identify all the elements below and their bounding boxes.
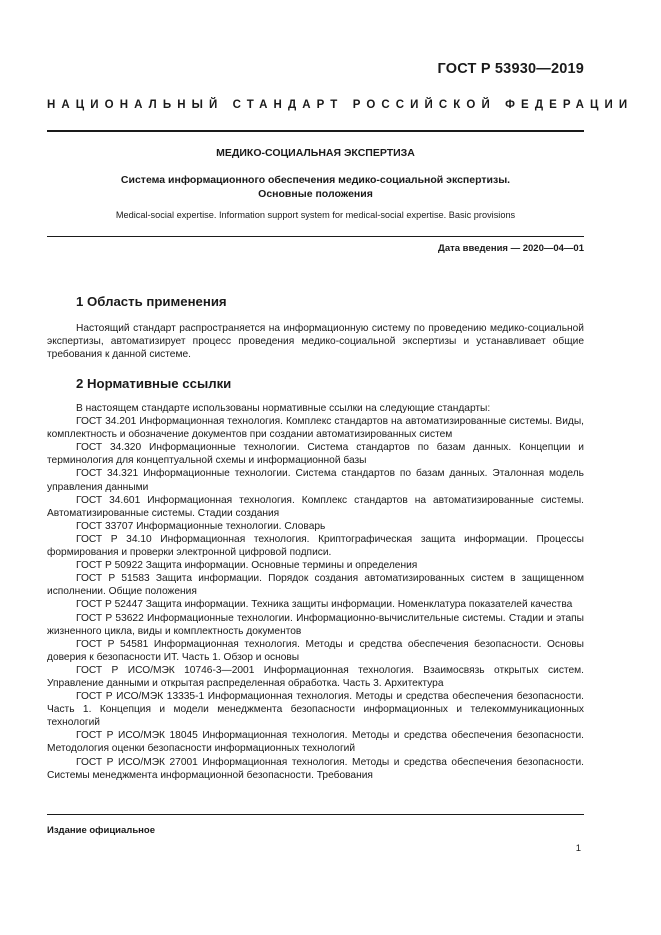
reference-item: ГОСТ 34.321 Информационные технологии. Система стандартов по базам данных. Эталонная модель управления данными [47, 468, 584, 493]
section-2-body [47, 402, 584, 782]
section-2-heading: 2 Нормативные ссылки [76, 376, 232, 391]
footer-rule [47, 814, 584, 815]
reference-item: ГОСТ Р 52447 Защита информации. Техника защиты информации. Номенклатура показателей качества [76, 599, 573, 611]
reference-item: ГОСТ Р ИСО/МЭК 27001 Информационная технология. Методы и средства обеспечения безопасности. Системы менеджмента информационной безопасности. Требования [47, 756, 584, 781]
reference-item: ГОСТ Р 51583 Защита информации. Порядок создания автоматизированных систем в защищенном исполнении. Общие положения [47, 573, 584, 598]
introduction-date: Дата введения — 2020—04—01 [438, 243, 584, 254]
reference-item: ГОСТ Р 53622 Информационные технологии. Информационно-вычислительные системы. Стадии и этапы жизненного цикла, виды и комплектность документов [47, 612, 584, 637]
reference-item: ГОСТ Р ИСО/МЭК 13335-1 Информационная технология. Методы и средства обеспечения безопасности. Часть 1. Концепция и модели менеджмента безопасности информационных и телекоммуникационных технологий [47, 691, 584, 729]
section-1-paragraph: Настоящий стандарт распространяется на информационную систему по проведению медико-социальной экспертизы, автоматизирует процесс проведения медико-социальной экспертизы и устанавливает общие требования к данной системе. [47, 323, 584, 361]
subtitle-line-1: Система информационного обеспечения медико-социальной экспертизы. [120, 174, 511, 186]
reference-item: ГОСТ 34.601 Информационная технология. Комплекс стандартов на автоматизированные системы. Автоматизированные системы. Стадии создания [47, 494, 584, 519]
reference-item: ГОСТ Р ИСО/МЭК 10746-3—2001 Информационная технология. Взаимосвязь открытых систем. Управление данными и открытая распределенная обработка. Часть 3. Архитектура [47, 664, 584, 689]
page-number: 1 [575, 843, 581, 854]
reference-item: ГОСТ Р 34.10 Информационная технология. Криптографическая защита информации. Процессы формирования и проверки электронной цифровой подписи. [47, 533, 584, 559]
section-2-paragraph: В настоящем стандарте использованы нормативные ссылки на следующие стандарты: [76, 403, 491, 414]
document-subtitle [47, 173, 584, 201]
reference-item: ГОСТ Р 54581 Информационная технология. Методы и средства обеспечения безопасности. Основы доверия к безопасности ИТ. Часть 1. Обзор и основы [47, 638, 584, 663]
reference-item: ГОСТ 33707 Информационные технологии. Словарь [76, 520, 326, 532]
standard-number: ГОСТ Р 53930—2019 [437, 61, 584, 77]
english-title: Medical-social expertise. Information support system for medical-social expertise. Basic provisions [115, 210, 516, 220]
document-title: МЕДИКО-СОЦИАЛЬНАЯ ЭКСПЕРТИЗА [216, 147, 415, 159]
top-rule [47, 130, 584, 132]
title-rule [47, 236, 584, 237]
reference-item: ГОСТ 34.201 Информационная технология. Комплекс стандартов на автоматизированные системы. Виды, комплектность и обозначение документов при создании автоматизированных систем [47, 416, 584, 441]
reference-item: ГОСТ Р ИСО/МЭК 18045 Информационная технология. Методы и средства обеспечения безопасности. Методология оценки безопасности информационных технологий [47, 730, 584, 755]
subtitle-line-2: Основные положения [258, 188, 373, 200]
reference-item: ГОСТ Р 50922 Защита информации. Основные термины и определения [76, 560, 418, 572]
section-1-heading: 1 Область применения [76, 294, 227, 309]
official-edition-label: Издание официальное [47, 825, 155, 836]
reference-item: ГОСТ 34.320 Информационные технологии. Система стандартов по базам данных. Концепции и терминология для концептуальной схемы и информационной базы [47, 442, 584, 467]
section-1-body [47, 322, 584, 361]
national-standard-heading: НАЦИОНАЛЬНЫЙ СТАНДАРТ РОССИЙСКОЙ ФЕДЕРАЦИИ [47, 99, 634, 111]
